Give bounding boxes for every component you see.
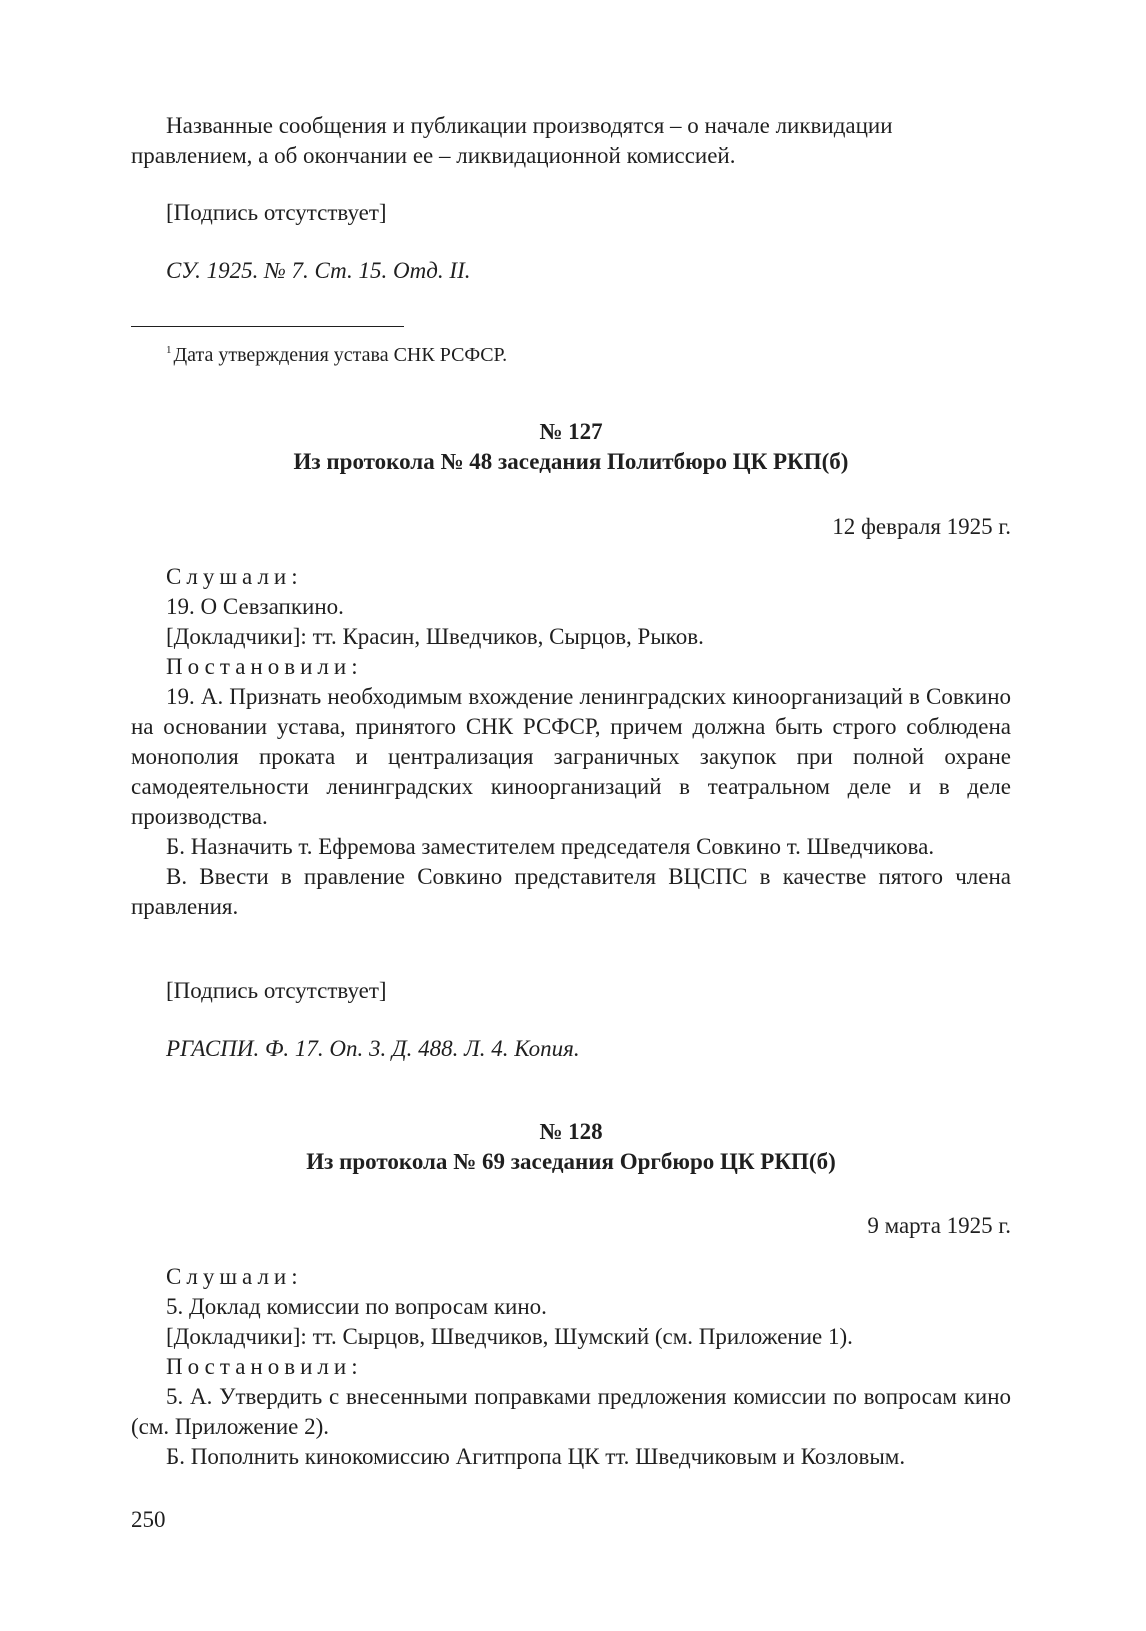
footnote-divider (131, 326, 404, 327)
doc128-date: 9 марта 1925 г. (867, 1213, 1011, 1238)
doc127-decision-b: Б. Назначить т. Ефремова заместителем председателя Совкино т. Шведчикова. (166, 834, 935, 859)
doc128-heading (131, 1117, 1011, 1177)
page-number: 250 (131, 1507, 166, 1532)
doc128-speakers: [Докладчики]: тт. Сырцов, Шведчиков, Шумский (см. Приложение 1). (166, 1324, 853, 1349)
doc128-decision-b: Б. Пополнить кинокомиссию Агитпропа ЦК тт. Шведчиковым и Козловым. (166, 1444, 906, 1469)
signature-absent: [Подпись отсутствует] (166, 200, 387, 225)
doc127-heard-label: Слушали: (166, 564, 303, 589)
doc127-decided-label: Постановили: (166, 654, 363, 679)
paragraph-line-1: Названные сообщения и публикации производятся – о начале ликвидации (166, 113, 893, 138)
doc127-decision-v: В. Ввести в правление Совкино представителя ВЦСПС в качестве пятого члена правления. (131, 864, 1011, 919)
doc127-signature-absent: [Подпись отсутствует] (166, 978, 387, 1003)
doc127-source-text: РГАСПИ. Ф. 17. Оп. 3. Д. 488. Л. 4. Копия. (166, 1036, 580, 1061)
doc128-number: № 128 (539, 1119, 603, 1144)
doc128-heard-label: Слушали: (166, 1264, 303, 1289)
doc127-heard-item: 19. О Севзапкино. (166, 594, 344, 619)
paragraph-line-2: правлением, а об окончании ее – ликвидационной комиссией. (131, 143, 736, 168)
doc128-body (131, 1262, 1011, 1472)
doc127-date-block (131, 512, 1011, 542)
doc127-body (131, 562, 1011, 922)
source-reference (131, 256, 1011, 286)
doc127-date: 12 февраля 1925 г. (832, 514, 1011, 539)
doc127-decision-a: 19. А. Признать необходимым вхождение ленинградских киноорганизаций в Совкино на основании устава, принятого СНК РСФСР, причем должна быть строго соблюдена монополия проката и централизация заграничных закупок при полной охране самодеятельности ленинградских киноорганизаций в театральном деле и в деле производства. (131, 684, 1011, 829)
footnote-text: Дата утверждения устава СНК РСФСР. (173, 344, 508, 366)
footnote (131, 335, 1011, 370)
footnote-marker: 1 (166, 344, 172, 356)
doc128-decided-label: Постановили: (166, 1354, 363, 1379)
source-text: СУ. 1925. № 7. Ст. 15. Отд. II. (166, 258, 471, 283)
doc127-number: № 127 (539, 419, 603, 444)
doc127-title: Из протокола № 48 заседания Политбюро ЦК РКП(б) (293, 449, 849, 474)
doc127-signature-note (131, 976, 1011, 1006)
doc128-decision-a: 5. А. Утвердить с внесенными поправками предложения комиссии по вопросам кино (см. Приложение 2). (131, 1384, 1011, 1439)
continuation-paragraph (131, 111, 1011, 171)
doc128-heard-item: 5. Доклад комиссии по вопросам кино. (166, 1294, 547, 1319)
doc128-title: Из протокола № 69 заседания Оргбюро ЦК РКП(б) (306, 1149, 836, 1174)
doc127-source-reference (131, 1034, 1011, 1064)
signature-note (131, 198, 1011, 228)
doc127-speakers: [Докладчики]: тт. Красин, Шведчиков, Сырцов, Рыков. (166, 624, 704, 649)
doc128-date-block (131, 1211, 1011, 1241)
doc127-heading (131, 417, 1011, 477)
